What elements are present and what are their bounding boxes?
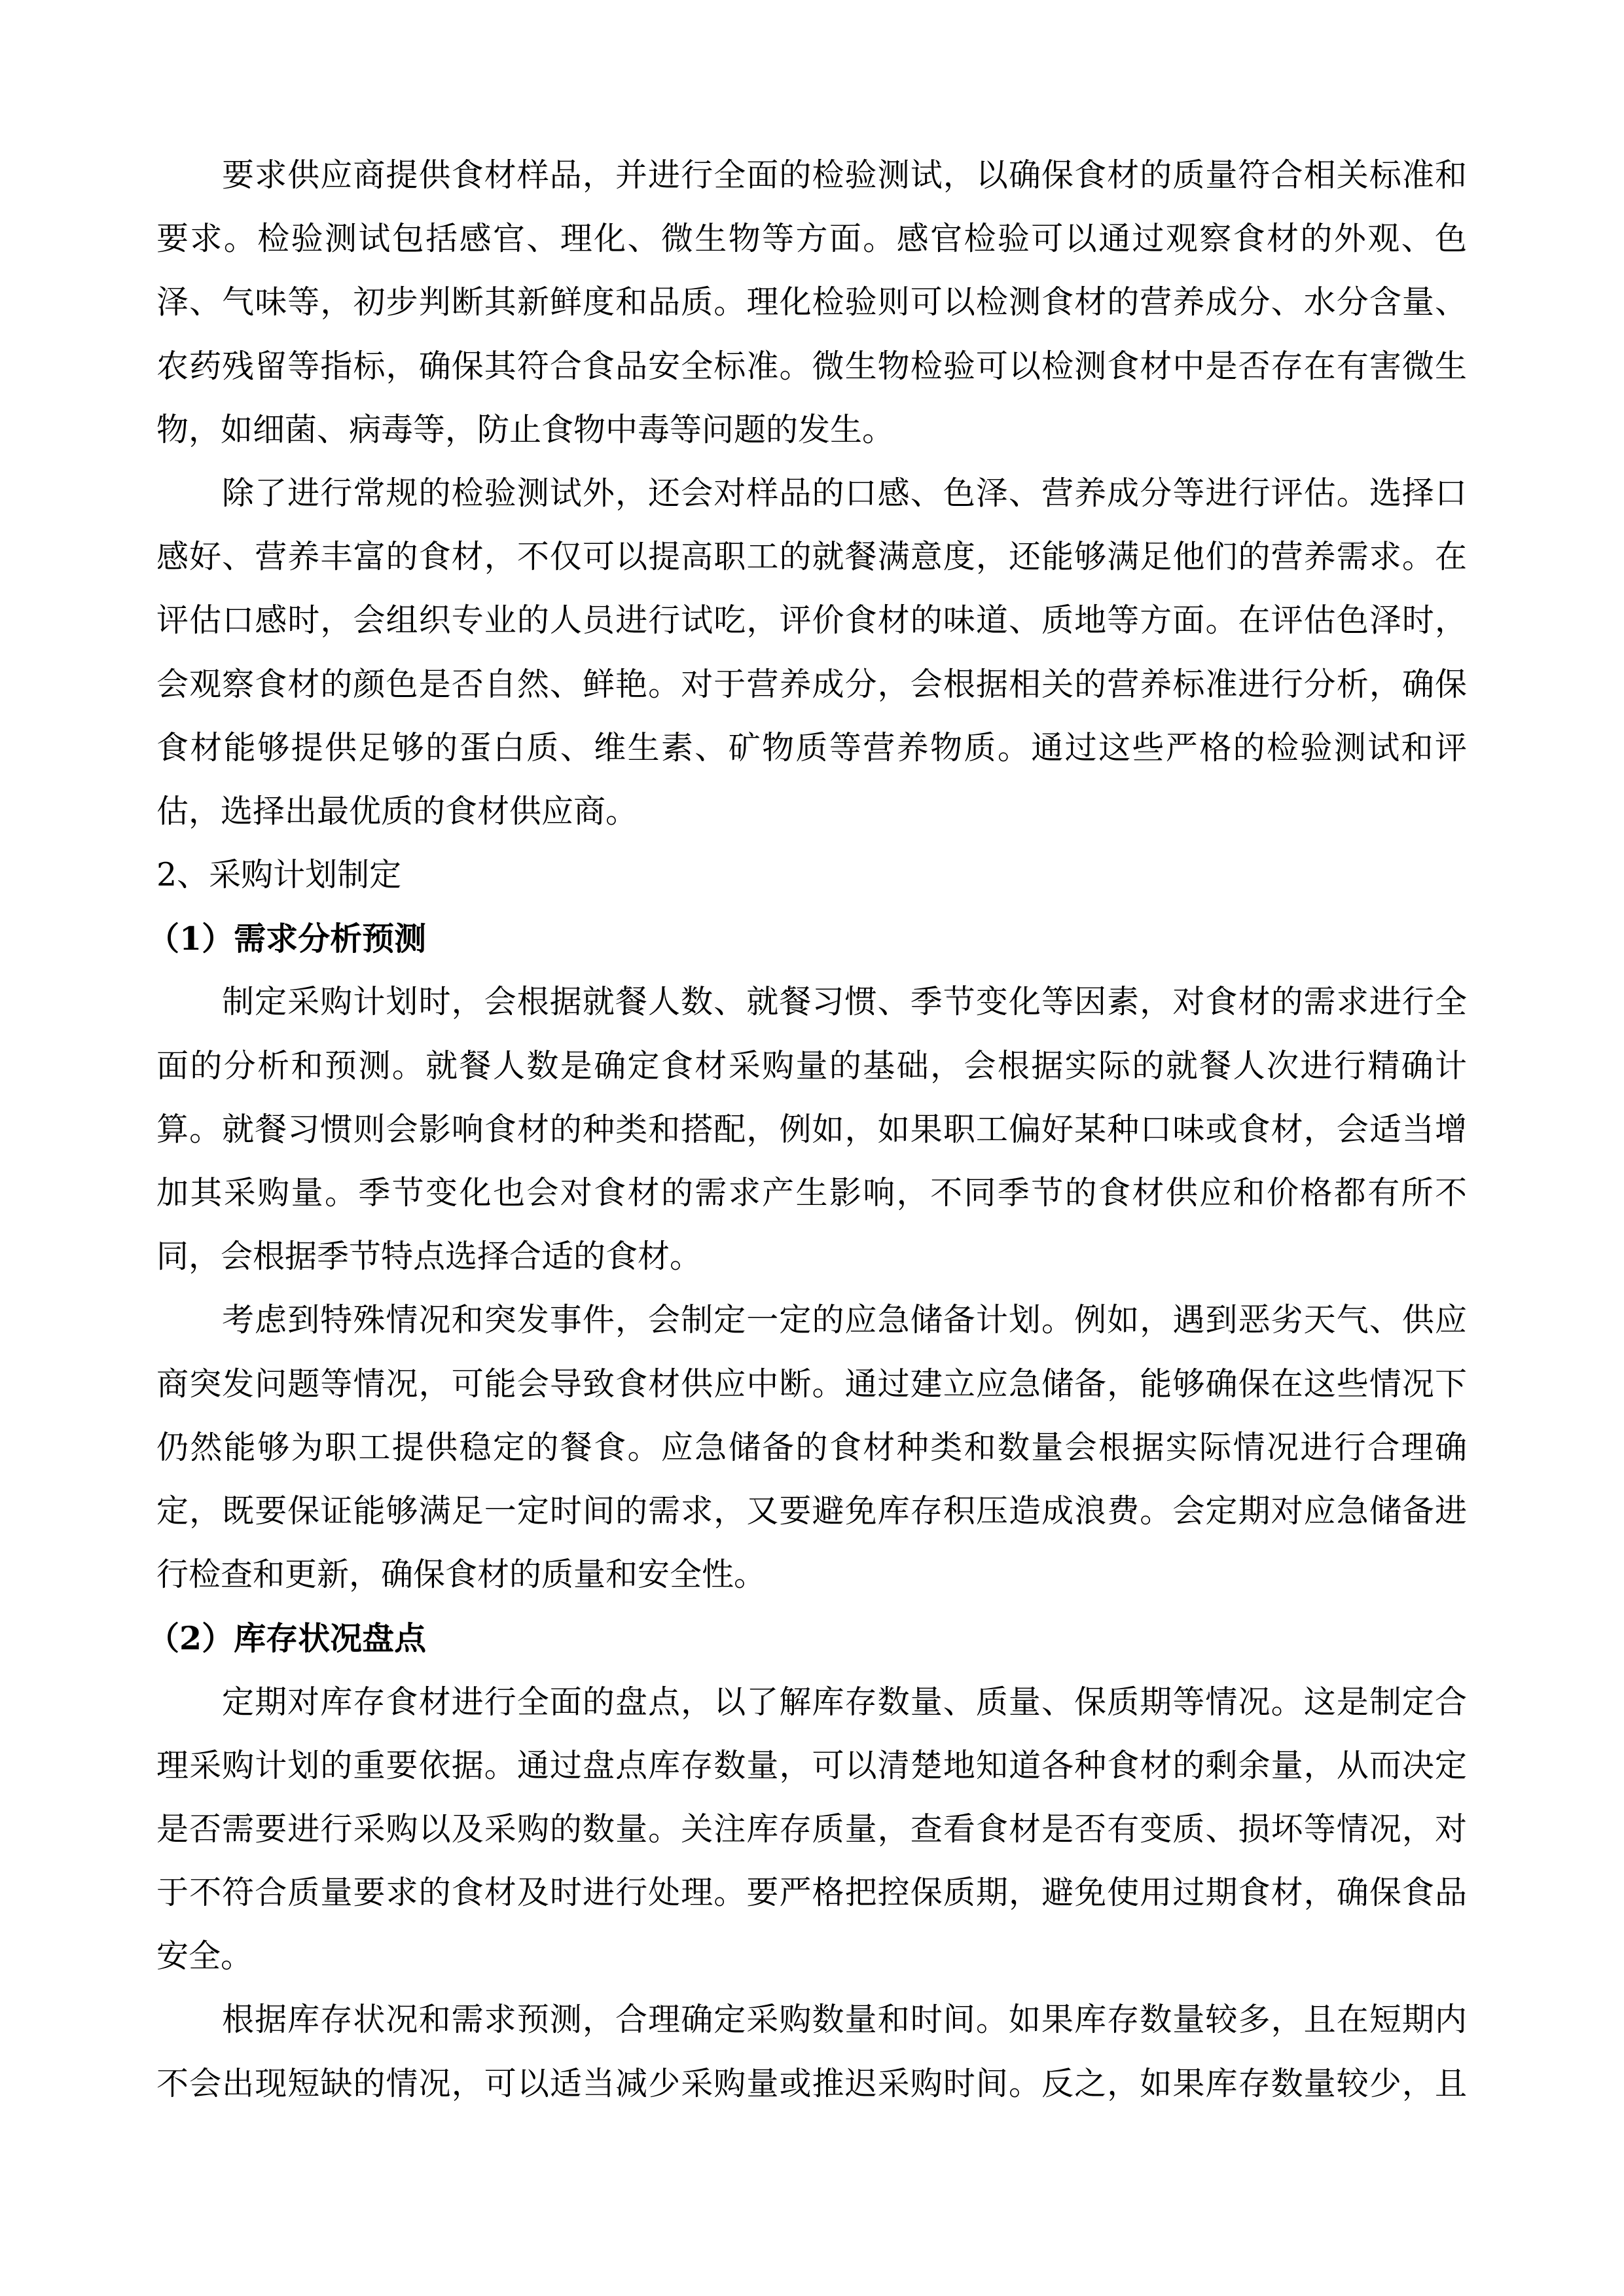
text-line: 于不符合质量要求的食材及时进行处理。要严格把控保质期，避免使用过期食材，确保食品 [156, 1874, 1467, 1912]
text-line: 制定采购计划时，会根据就餐人数、就餐习惯、季节变化等因素，对食材的需求进行全 [222, 983, 1467, 1021]
text-line: 仍然能够为职工提供稳定的餐食。应急储备的食材种类和数量会根据实际情况进行合理确 [156, 1428, 1467, 1466]
paragraph-inventory-check [156, 1680, 1467, 1998]
text-line: 定，既要保证能够满足一定时间的需求，又要避免库存积压造成浪费。会定期对应急储备进 [156, 1492, 1467, 1530]
text-line: 商突发问题等情况，可能会导致食材供应中断。通过建立应急储备，能够确保在这些情况下 [156, 1365, 1467, 1403]
text-line: 定期对库存食材进行全面的盘点，以了解库存数量、质量、保质期等情况。这是制定合 [222, 1683, 1467, 1721]
text-line: 行检查和更新，确保食材的质量和安全性。 [156, 1556, 767, 1594]
text-line: 要求供应商提供食材样品，并进行全面的检验测试，以确保食材的质量符合相关标准和 [222, 156, 1467, 194]
text-line: 不会出现短缺的情况，可以适当减少采购量或推迟采购时间。反之，如果库存数量较少，且 [156, 2064, 1467, 2102]
paragraph-purchase-quantity [156, 1998, 1467, 2125]
paragraph-emergency-reserve [156, 1298, 1467, 1616]
text-line: 估，选择出最优质的食材供应商。 [156, 792, 638, 830]
text-line: 评估口感时，会组织专业的人员进行试吃，评价食材的味道、质地等方面。在评估色泽时， [156, 601, 1467, 639]
text-line: 物，如细菌、病毒等，防止食物中毒等问题的发生。 [156, 410, 895, 448]
paragraph-sample-evaluation [156, 471, 1467, 853]
text-line: 感好、营养丰富的食材，不仅可以提高职工的就餐满意度，还能够满足他们的营养需求。在 [156, 538, 1467, 576]
text-line: 面的分析和预测。就餐人数是确定食材采购量的基础，会根据实际的就餐人次进行精确计 [156, 1047, 1467, 1085]
text-line: 会观察食材的颜色是否自然、鲜艳。对于营养成分，会根据相关的营养标准进行分析，确保 [156, 665, 1467, 703]
text-line: 考虑到特殊情况和突发事件，会制定一定的应急储备计划。例如，遇到恶劣天气、供应 [222, 1301, 1467, 1339]
text-line: 是否需要进行采购以及采购的数量。关注库存质量，查看食材是否有变质、损坏等情况，对 [156, 1810, 1467, 1848]
text-line: 加其采购量。季节变化也会对食材的需求产生影响，不同季节的食材供应和价格都有所不 [156, 1174, 1467, 1211]
text-line: 理采购计划的重要依据。通过盘点库存数量，可以清楚地知道各种食材的剩余量，从而决定 [156, 1746, 1467, 1784]
section-heading: 2、采购计划制定 [156, 856, 402, 894]
text-line: 食材能够提供足够的蛋白质、维生素、矿物质等营养物质。通过这些严格的检验测试和评 [156, 728, 1467, 766]
text-line: 同，会根据季节特点选择合适的食材。 [156, 1238, 702, 1276]
text-line: 农药残留等指标，确保其符合食品安全标准。微生物检验可以检测食材中是否存在有害微生 [156, 347, 1467, 385]
document-body [147, 153, 1467, 2125]
subsection-heading: （1）需求分析预测 [147, 920, 427, 958]
text-line: 泽、气味等，初步判断其新鲜度和品质。理化检验则可以检测食材的营养成分、水分含量、 [156, 283, 1467, 321]
text-line: 根据库存状况和需求预测，合理确定采购数量和时间。如果库存数量较多，且在短期内 [222, 2001, 1467, 2039]
paragraph-demand-analysis [156, 980, 1467, 1298]
paragraph-sample-inspection [156, 153, 1467, 471]
text-line: 要求。检验测试包括感官、理化、微生物等方面。感官检验可以通过观察食材的外观、色 [156, 220, 1467, 258]
subsection-heading: （2）库存状况盘点 [147, 1619, 427, 1658]
text-line: 安全。 [156, 1937, 253, 1975]
text-line: 除了进行常规的检验测试外，还会对样品的口感、色泽、营养成分等进行评估。选择口 [222, 474, 1467, 512]
text-line: 算。就餐习惯则会影响食材的种类和搭配，例如，如果职工偏好某种口味或食材，会适当增 [156, 1110, 1467, 1148]
